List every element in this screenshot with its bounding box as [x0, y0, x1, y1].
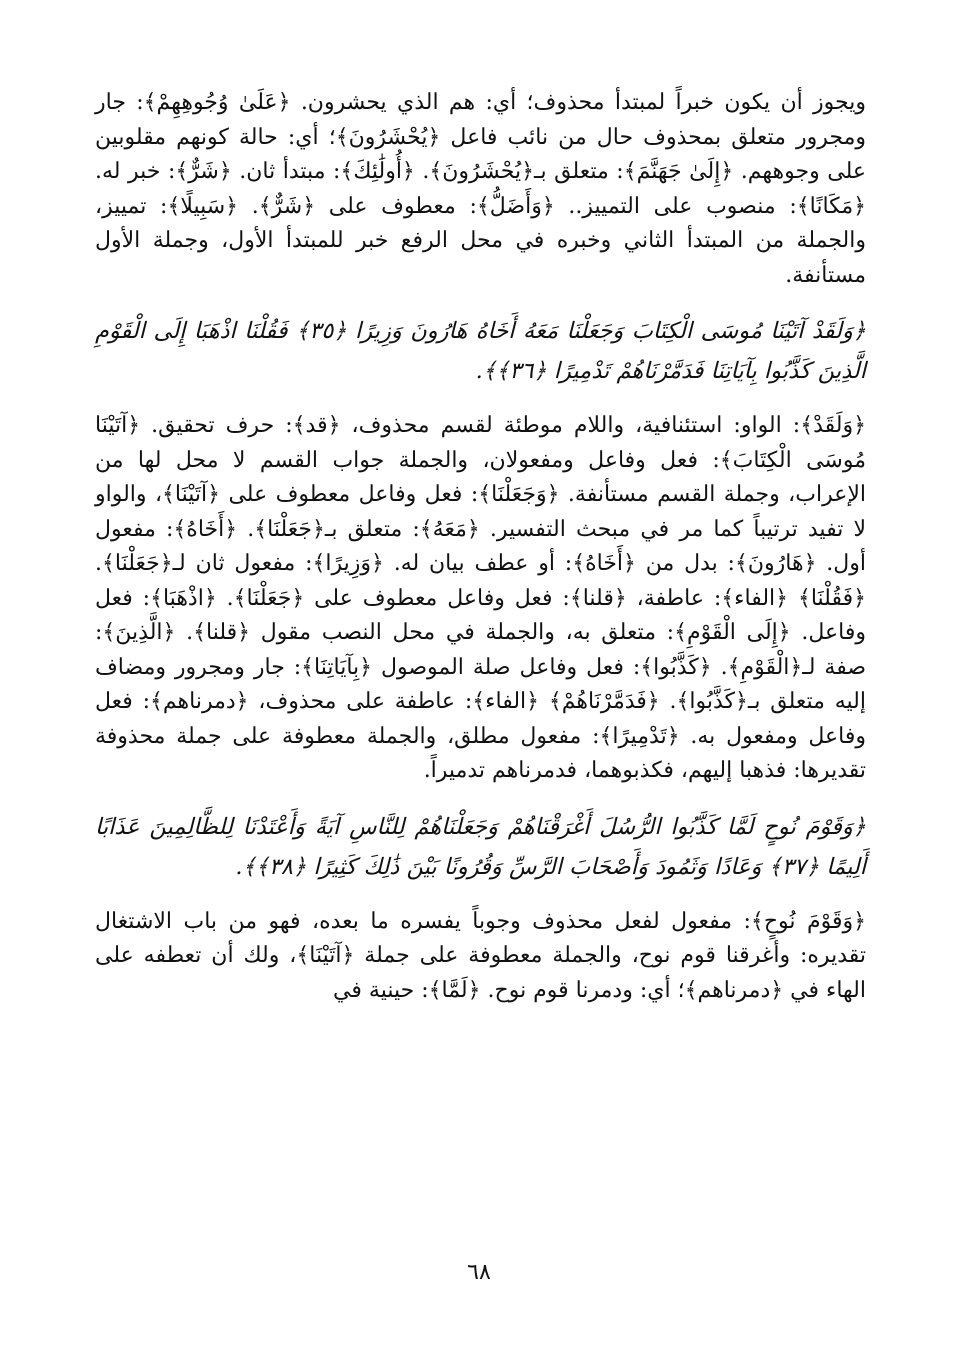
- quran-verse-35-36: ﴿وَلَقَدْ آتَيْنَا مُوسَى الْكِتَابَ وَجَعَلْنَا مَعَهُ أَخَاهُ هَارُونَ وَزِيرًا ﴿٣٥﴾ فَقُلْنَا اذْهَبَا إِلَى الْقَوْمِ الَّذِينَ كَذَّبُوا بِآيَاتِنَا فَدَمَّرْنَاهُمْ تَدْمِيرًا ﴿٣٦﴾﴾.: [95, 318, 866, 384]
- paragraph-commentary-1: ويجوز أن يكون خبراً لمبتدأ محذوف؛ أي: هم الذي يحشرون. ﴿عَلَىٰ وُجُوهِهِمْ﴾: جار ومجرور متعلق بمحذوف حال من نائب فاعل ﴿يُحْشَرُونَ﴾؛ أي: حالة كونهم مقلوبين على وجوههم. ﴿إِلَىٰ جَهَنَّمَ﴾: متعلق بـ﴿يُحْشَرُونَ﴾. ﴿أُولَٰئِكَ﴾: مبتدأ ثان. ﴿شَرٌّ﴾: خبر له. ﴿مَكَانًا﴾: منصوب على التمييز.. ﴿وَأَضَلُّ﴾: معطوف على ﴿شَرٌّ﴾. ﴿سَبِيلًا﴾: تمييز، والجملة من المبتدأ الثاني وخبره في محل الرفع خبر للمبتدأ الأول، وجملة الأول مستأنفة.: [95, 90, 866, 288]
- page-number: ٦٨: [467, 1260, 491, 1285]
- quran-verse-37-38: ﴿وَقَوْمَ نُوحٍ لَمَّا كَذَّبُوا الرُّسُلَ أَغْرَقْنَاهُمْ وَجَعَلْنَاهُمْ لِلنَّاسِ آيَةً وَأَعْتَدْنَا لِلظَّالِمِينَ عَذَابًا أَلِيمًا ﴿٣٧﴾ وَعَادًا وَثَمُودَ وَأَصْحَابَ الرَّسِّ وَقُرُونًا بَيْنَ ذَٰلِكَ كَثِيرًا ﴿٣٨﴾﴾.: [95, 813, 866, 880]
- paragraph-commentary-2: ﴿وَلَقَدْ﴾: الواو: استئنافية، واللام موطئة لقسم محذوف، ﴿قد﴾: حرف تحقيق. ﴿آتَيْنَا مُوسَى الْكِتَابَ﴾: فعل وفاعل ومفعولان، والجملة جواب القسم لا محل لها من الإعراب، وجملة القسم مستأنفة. ﴿وَجَعَلْنَا﴾: فعل وفاعل معطوف على ﴿آتَيْنَا﴾، والواو لا تفيد ترتيباً كما مر في مبحث التفسير. ﴿مَعَهُ﴾: متعلق بـ﴿جَعَلْنَا﴾. ﴿أَخَاهُ﴾: مفعول أول. ﴿هَارُونَ﴾: بدل من ﴿أَخَاهُ﴾: أو عطف بيان له. ﴿وَزِيرًا﴾: مفعول ثان لـ﴿جَعَلْنَا﴾. ﴿فَقُلْنَا﴾ ﴿الفاء﴾: عاطفة، ﴿قلنا﴾: فعل وفاعل معطوف على ﴿جَعَلْنَا﴾. ﴿اذْهَبَا﴾: فعل وفاعل. ﴿إِلَى الْقَوْمِ﴾: متعلق به، والجملة في محل النصب مقول ﴿قلنا﴾. ﴿الَّذِينَ﴾: صفة لـ﴿الْقَوْمِ﴾. ﴿كَذَّبُوا﴾: فعل وفاعل صلة الموصول ﴿بِآيَاتِنَا﴾: جار ومجرور ومضاف إليه متعلق بـ﴿كَذَّبُوا﴾. ﴿فَدَمَّرْنَاهُمْ﴾ ﴿الفاء﴾: عاطفة على محذوف، ﴿دمرناهم﴾: فعل وفاعل ومفعول به. ﴿تَدْمِيرًا﴾: مفعول مطلق، والجملة معطوفة على جملة محذوفة تقديرها: فذهبا إليهم، فكذبوهما، فدمرناهم تدميراً.: [95, 413, 866, 783]
- paragraph-commentary-3: ﴿وَقَوْمَ نُوحٍ﴾: مفعول لفعل محذوف وجوباً يفسره ما بعده، فهو من باب الاشتغال تقديره: وأغرقنا قوم نوح، والجملة معطوفة على جملة ﴿آتَيْنَا﴾، ولك أن تعطفه على الهاء في ﴿دمرناهم﴾؛ أي: ودمرنا قوم نوح. ﴿لَمَّا﴾: حينية في: [95, 908, 866, 1003]
